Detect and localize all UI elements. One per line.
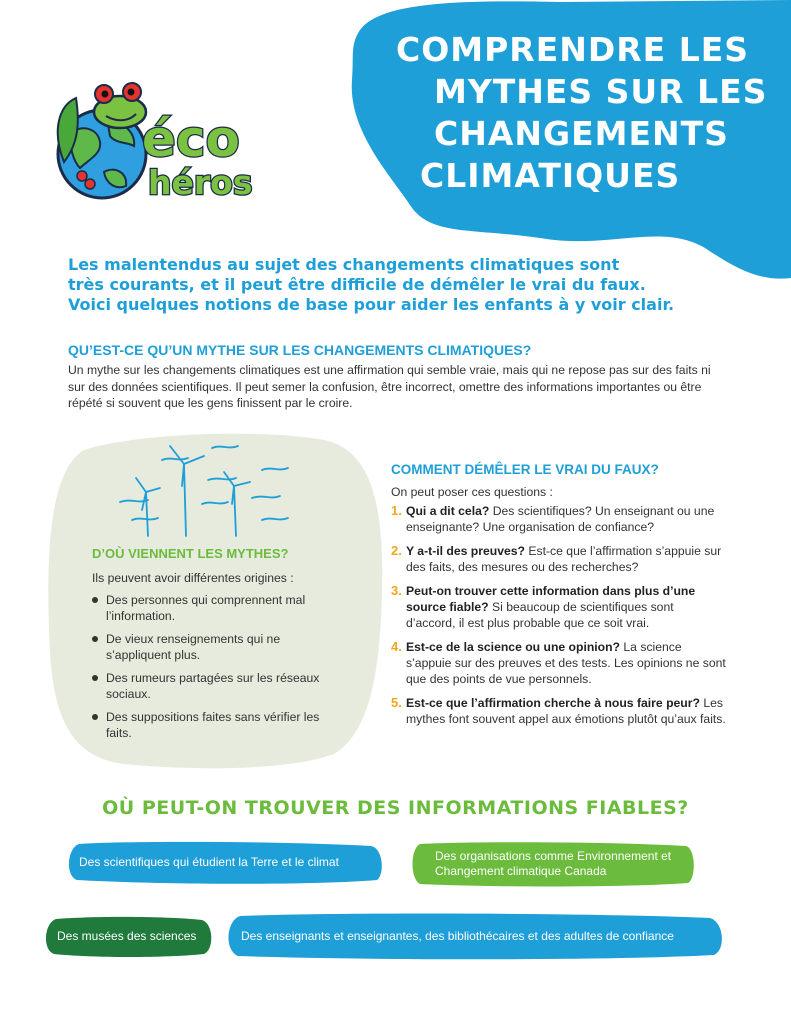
source-pill-text: Des scientifiques qui étudient la Terre et le climat [79, 854, 339, 869]
eco-heros-logo [50, 72, 265, 207]
intro-line-2: très courants, et il peut être difficile de démêler le vrai du faux. [68, 275, 646, 294]
source-pill-text: Des musées des sciences [57, 929, 197, 943]
truth-title: COMMENT DÉMÊLER LE VRAI DU FAUX? [391, 462, 659, 477]
truth-question: 3. Peut-on trouver cette information dans plus d’une source fiable? Si beaucoup de scientifiques sont d’accord, il est plus probable que ce soit vrai. [391, 583, 696, 630]
source-pill-text: Des organisations comme Environnement et Changement climatique Canada [435, 849, 672, 878]
truth-question: 1. Qui a dit cela? Des scientifiques? Un enseignant ou une enseignante? Une organisation de confiance? [391, 503, 715, 534]
title-line-4: CLIMATIQUES [420, 156, 681, 195]
origins-intro: Ils peuvent avoir différentes origines : [92, 571, 294, 585]
origins-item: Des personnes qui comprennent mal l’information. [92, 592, 332, 624]
source-pill-teachers [224, 912, 726, 960]
title-line-1: COMPRENDRE LES [396, 30, 750, 69]
title-line-2: MYTHES SUR LES [434, 72, 768, 111]
source-pill-organizations [410, 841, 695, 887]
source-pill-text: Des enseignants et enseignantes, des bibliothécaires et des adultes de confiance [241, 928, 674, 943]
source-pill-scientists [65, 840, 385, 884]
truth-question: 5. Est-ce que l’affirmation cherche à nous faire peur? Les mythes font souvent appel aux émotions plutôt qu’aux faits. [391, 695, 726, 726]
wind-turbines-illustration [112, 440, 302, 540]
sources-title: OÙ PEUT-ON TROUVER DES INFORMATIONS FIABLES? [102, 797, 689, 819]
intro-line-1: Les malentendus au sujet des changements climatiques sont [68, 255, 620, 274]
title-line-3: CHANGEMENTS [434, 114, 729, 153]
origins-item: Des suppositions faites sans vérifier les faits. [92, 709, 332, 741]
source-pill-museums [42, 916, 215, 957]
truth-question: 2. Y a-t-il des preuves? Est-ce que l’affirmation s’appuie sur des faits, des mesures ou des recherches? [391, 543, 722, 574]
truth-questions-list [391, 503, 726, 735]
truth-question: 4. Est-ce de la science ou une opinion? La science s’appuie sur des preuves et des tests. Les opinions ne sont que des points de vue personnels. [391, 639, 726, 686]
logo-word-eco: éco [142, 110, 240, 168]
origins-title: D’OÙ VIENNENT LES MYTHES? [92, 546, 289, 561]
intro-line-3: Voici quelques notions de base pour aider les enfants à y voir clair. [68, 295, 675, 314]
origins-list [92, 592, 332, 748]
logo-word-heros: héros [148, 163, 253, 202]
myth-section-title: QU’EST-CE QU’UN MYTHE SUR LES CHANGEMENTS CLIMATIQUES? [68, 342, 532, 358]
origins-item: De vieux renseignements qui ne s’appliquent plus. [92, 631, 332, 663]
origins-item: Des rumeurs partagées sur les réseaux sociaux. [92, 670, 332, 702]
myth-section-body: Un mythe sur les changements climatiques est une affirmation qui semble vraie, mais qui ne repose pas sur des faits ni sur des données scientifiques. Il peut semer la confusion, être incorrect, omettre des informations importantes ou être répété si souvent que les gens finissent par le croire. [68, 363, 711, 410]
truth-intro: On peut poser ces questions : [391, 485, 553, 499]
